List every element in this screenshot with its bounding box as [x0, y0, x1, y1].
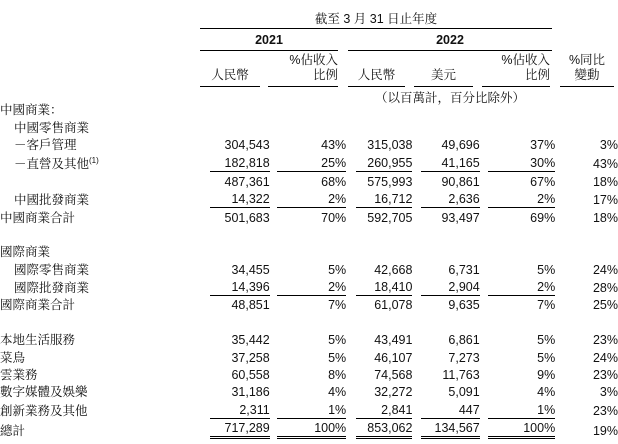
table-row [0, 172, 618, 189]
table-row [0, 153, 618, 172]
spacer [270, 383, 278, 400]
cell-value [421, 101, 480, 118]
cell-value: 7% [328, 298, 347, 313]
cell-value: 2% [277, 278, 346, 296]
col-label: 變動 [574, 68, 600, 82]
cell-value: 2,841 [356, 400, 413, 418]
cell-value: 14,322 [210, 190, 270, 208]
cell-value [210, 118, 270, 135]
row-label [0, 313, 210, 330]
spacer [270, 208, 278, 225]
cell-value: 7% [537, 298, 556, 313]
cell-value: 30% [488, 153, 555, 172]
table-row [0, 400, 618, 418]
cell-value: 2,904 [421, 278, 480, 296]
cell-value: 2,311 [210, 400, 270, 418]
cell-value: 34,455 [231, 262, 270, 277]
cell-value: 4% [537, 385, 556, 400]
spacer [480, 153, 489, 172]
spacer [346, 260, 356, 277]
table-row [0, 296, 618, 313]
spacer [346, 190, 356, 208]
divider [268, 86, 338, 87]
spacer [555, 260, 565, 277]
spacer [555, 172, 565, 189]
cell-value: 48,851 [231, 298, 270, 313]
row-label [0, 278, 210, 296]
divider [560, 86, 614, 87]
spacer [270, 153, 278, 172]
spacer [270, 331, 278, 348]
col-label: 比例 [312, 68, 338, 82]
cell-value: 5% [328, 350, 347, 365]
spacer [555, 383, 565, 400]
cell-value [488, 243, 555, 260]
spacer [555, 348, 565, 365]
table-row [0, 208, 618, 225]
divider [414, 86, 473, 87]
row-label [0, 243, 210, 260]
cell-value: 35,442 [231, 333, 270, 348]
cell-value [488, 226, 555, 243]
cell-value [565, 243, 618, 260]
row-label [0, 208, 210, 225]
cell-value: 25% [277, 153, 346, 172]
cell-value: 260,955 [356, 153, 413, 172]
spacer [270, 296, 278, 313]
cell-value [277, 226, 346, 243]
cell-value: 315,038 [367, 138, 413, 153]
spacer [412, 260, 421, 277]
spacer [412, 383, 421, 400]
spacer [270, 101, 278, 118]
cell-value: 18,410 [356, 278, 413, 296]
col-rmb-2022: 人民幣 [357, 68, 396, 82]
spacer [480, 226, 489, 243]
row-label [0, 172, 210, 189]
row-label [0, 400, 210, 418]
spacer [346, 172, 356, 189]
cell-value: 100% [277, 419, 346, 439]
cell-value: 23% [592, 333, 618, 348]
spacer [412, 313, 421, 330]
spacer [480, 136, 489, 153]
cell-value [565, 118, 618, 135]
spacer [555, 313, 565, 330]
spacer [270, 190, 278, 208]
spacer [412, 348, 421, 365]
spacer [346, 153, 356, 172]
spacer [555, 136, 565, 153]
row-label-text: 創新業務及其他 [0, 403, 88, 418]
spacer [480, 419, 489, 439]
cell-value: 23% [592, 368, 618, 383]
spacer [480, 366, 489, 383]
cell-value: 31,186 [231, 385, 270, 400]
spacer [412, 296, 421, 313]
cell-value [565, 101, 618, 118]
row-label-text: －直營及其他 [14, 157, 90, 172]
spacer [480, 208, 489, 225]
cell-value: 70% [321, 210, 347, 225]
spacer [346, 383, 356, 400]
cell-value [421, 226, 480, 243]
col-pct-2022 [482, 53, 550, 83]
row-label-text: 中國商業合計 [0, 210, 76, 225]
row-label [0, 190, 210, 208]
cell-value: 4% [328, 385, 347, 400]
cell-value: 182,818 [210, 153, 270, 172]
cell-value: 6,861 [448, 333, 480, 348]
table-row [0, 101, 618, 118]
year-2021: 2021 [255, 33, 283, 47]
col-usd-2022: 美元 [430, 68, 456, 82]
units-note: （以百萬計，百分比除外） [374, 91, 525, 105]
cell-value: 5% [328, 333, 347, 348]
spacer [480, 313, 489, 330]
cell-value: 3% [599, 138, 618, 153]
spacer [480, 278, 489, 296]
spacer [480, 383, 489, 400]
table-row [0, 136, 618, 153]
spacer [346, 278, 356, 296]
cell-value: 68% [321, 174, 347, 189]
spacer [555, 153, 565, 172]
cell-value: 24% [592, 262, 618, 277]
row-label [0, 419, 210, 439]
row-label-text: 總計 [0, 424, 26, 439]
cell-value: 7,273 [448, 350, 480, 365]
spacer [270, 118, 278, 135]
cell-value: 41,165 [421, 153, 480, 172]
cell-value: 19% [592, 424, 618, 439]
row-label [0, 101, 210, 118]
cell-value: 1% [488, 400, 555, 418]
cell-value: 61,078 [374, 298, 413, 313]
spacer [270, 136, 278, 153]
table-row [0, 419, 618, 439]
cell-value [210, 226, 270, 243]
spacer [346, 226, 356, 243]
spacer [270, 226, 278, 243]
spacer [270, 366, 278, 383]
table-row [0, 260, 618, 277]
cell-value: 43,491 [374, 333, 413, 348]
divider [200, 28, 552, 29]
cell-value [488, 118, 555, 135]
row-label [0, 136, 210, 153]
cell-value: 1% [277, 400, 346, 418]
divider [482, 86, 550, 87]
cell-value: 67% [530, 174, 556, 189]
col-pct-2021 [268, 53, 338, 83]
spacer [555, 118, 565, 135]
spacer [346, 208, 356, 225]
cell-value: 5% [328, 262, 347, 277]
spacer [555, 419, 565, 439]
spacer [412, 172, 421, 189]
row-label-text: 中國商業： [0, 103, 63, 118]
divider [200, 86, 260, 87]
spacer [480, 260, 489, 277]
cell-value: 25% [592, 298, 618, 313]
spacer [412, 190, 421, 208]
cell-value: 24% [592, 350, 618, 365]
row-label-text: 本地生活服務 [0, 333, 76, 348]
cell-value: 23% [592, 403, 618, 418]
year-2022: 2022 [436, 33, 464, 47]
spacer [270, 172, 278, 189]
spacer [480, 348, 489, 365]
divider [200, 50, 338, 51]
col-label: 比例 [524, 68, 550, 82]
row-label-text: 國際商業 [0, 245, 51, 260]
cell-value: 2% [488, 278, 555, 296]
cell-value: 5% [537, 333, 556, 348]
cell-value: 32,272 [374, 385, 413, 400]
spacer [346, 296, 356, 313]
cell-value: 3% [599, 385, 618, 400]
cell-value: 134,567 [421, 419, 480, 439]
cell-value: 447 [421, 400, 480, 418]
row-label-text: 菜鳥 [0, 350, 26, 365]
spacer [555, 366, 565, 383]
spacer [480, 101, 489, 118]
spacer [480, 172, 489, 189]
spacer [346, 400, 356, 418]
cell-value: 9% [537, 368, 556, 383]
cell-value: 37,258 [231, 350, 270, 365]
spacer [346, 243, 356, 260]
spacer [555, 101, 565, 118]
cell-value: 74,568 [374, 368, 413, 383]
spacer [412, 419, 421, 439]
divider [348, 86, 405, 87]
cell-value [356, 226, 413, 243]
cell-value [210, 313, 270, 330]
spacer [270, 348, 278, 365]
cell-value: 14,396 [210, 278, 270, 296]
cell-value [356, 313, 413, 330]
row-label [0, 296, 210, 313]
cell-value: 575,993 [367, 174, 413, 189]
spacer [412, 400, 421, 418]
col-label: %同比 [568, 53, 606, 67]
cell-value [277, 313, 346, 330]
cell-value: 501,683 [224, 210, 270, 225]
spacer [346, 313, 356, 330]
cell-value [356, 101, 413, 118]
cell-value [488, 101, 555, 118]
spacer [480, 190, 489, 208]
cell-value: 487,361 [224, 174, 270, 189]
spacer [480, 118, 489, 135]
divider [348, 50, 552, 51]
table-row [0, 243, 618, 260]
cell-value [421, 243, 480, 260]
spacer [270, 260, 278, 277]
row-label-text: 國際零售商業 [14, 262, 90, 277]
col-yoy [560, 53, 614, 83]
spacer [346, 101, 356, 118]
spacer [480, 400, 489, 418]
cell-value: 37% [530, 138, 556, 153]
table-row [0, 118, 618, 135]
row-label [0, 348, 210, 365]
spacer [412, 153, 421, 172]
cell-value [421, 118, 480, 135]
cell-value: 592,705 [367, 210, 413, 225]
cell-value: 49,696 [441, 138, 480, 153]
row-label-text: 數字媒體及娛樂 [0, 385, 88, 400]
spacer [270, 400, 278, 418]
col-label: %佔收入 [501, 53, 550, 67]
spacer [270, 278, 278, 296]
cell-value [210, 243, 270, 260]
spacer [412, 243, 421, 260]
spacer [412, 278, 421, 296]
cell-value: 42,668 [374, 262, 413, 277]
spacer [412, 118, 421, 135]
cell-value: 853,062 [356, 419, 413, 439]
spacer [555, 331, 565, 348]
spacer [270, 313, 278, 330]
cell-value: 100% [488, 419, 555, 439]
cell-value [421, 313, 480, 330]
cell-value: 93,497 [441, 210, 480, 225]
table-row [0, 366, 618, 383]
spacer [555, 243, 565, 260]
cell-value: 90,861 [441, 174, 480, 189]
cell-value [277, 243, 346, 260]
spacer [346, 348, 356, 365]
cell-value: 11,763 [442, 368, 480, 383]
cell-value [565, 313, 618, 330]
cell-value: 8% [328, 368, 347, 383]
spacer [346, 366, 356, 383]
cell-value [565, 226, 618, 243]
row-label [0, 383, 210, 400]
cell-value: 43% [592, 157, 618, 172]
revenue-table [0, 101, 618, 439]
row-label [0, 226, 210, 243]
cell-value: 2% [277, 190, 346, 208]
cell-value: 18% [592, 174, 618, 189]
col-rmb-2021: 人民幣 [211, 68, 249, 82]
cell-value: 18% [592, 210, 618, 225]
spacer [346, 118, 356, 135]
spacer [555, 278, 565, 296]
spacer [480, 296, 489, 313]
row-label [0, 331, 210, 348]
cell-value: 5% [537, 350, 556, 365]
spacer [412, 136, 421, 153]
spacer [346, 331, 356, 348]
spacer [412, 208, 421, 225]
spacer [480, 243, 489, 260]
spacer [555, 400, 565, 418]
cell-value: 6,731 [448, 262, 480, 277]
cell-value: 28% [592, 281, 618, 296]
cell-value: 5% [537, 262, 556, 277]
cell-value: 43% [321, 138, 347, 153]
footnote-ref: (1) [89, 156, 99, 166]
spacer [412, 226, 421, 243]
row-label [0, 118, 210, 135]
cell-value [488, 313, 555, 330]
spacer [346, 419, 356, 439]
cell-value: 69% [530, 210, 556, 225]
row-label-text: －客戶管理 [14, 138, 77, 153]
row-label [0, 153, 210, 172]
table-row [0, 313, 618, 330]
spacer [412, 366, 421, 383]
row-label-text: 中國零售商業 [14, 120, 90, 135]
row-label-text: 雲業務 [0, 368, 38, 383]
table-row [0, 348, 618, 365]
spacer [412, 101, 421, 118]
spacer [346, 136, 356, 153]
cell-value [277, 118, 346, 135]
spacer [555, 226, 565, 243]
table-row [0, 331, 618, 348]
spacer [270, 419, 278, 439]
cell-value: 5,091 [448, 385, 480, 400]
spacer [555, 208, 565, 225]
cell-value: 17% [592, 193, 618, 208]
cell-value [356, 243, 413, 260]
cell-value: 2% [488, 190, 555, 208]
cell-value: 2,636 [421, 190, 480, 208]
row-label-text: 國際批發商業 [14, 281, 90, 296]
cell-value: 9,635 [448, 298, 480, 313]
table-row [0, 226, 618, 243]
cell-value: 304,543 [224, 138, 270, 153]
spacer [555, 190, 565, 208]
cell-value [210, 101, 270, 118]
row-label-text: 國際商業合計 [0, 298, 76, 313]
spacer [480, 331, 489, 348]
table-row [0, 190, 618, 208]
table-row [0, 278, 618, 296]
spacer [270, 243, 278, 260]
cell-value: 717,289 [210, 419, 270, 439]
cell-value: 46,107 [374, 350, 413, 365]
cell-value: 60,558 [231, 368, 270, 383]
spacer [555, 296, 565, 313]
cell-value [356, 118, 413, 135]
spacer [412, 331, 421, 348]
row-label [0, 366, 210, 383]
cell-value: 16,712 [356, 190, 413, 208]
row-label [0, 260, 210, 277]
period-header: 截至 3 月 31 日止年度 [314, 12, 438, 26]
table-row [0, 383, 618, 400]
col-label: %佔收入 [289, 53, 338, 67]
row-label-text: 中國批發商業 [14, 193, 90, 208]
cell-value [277, 101, 346, 118]
